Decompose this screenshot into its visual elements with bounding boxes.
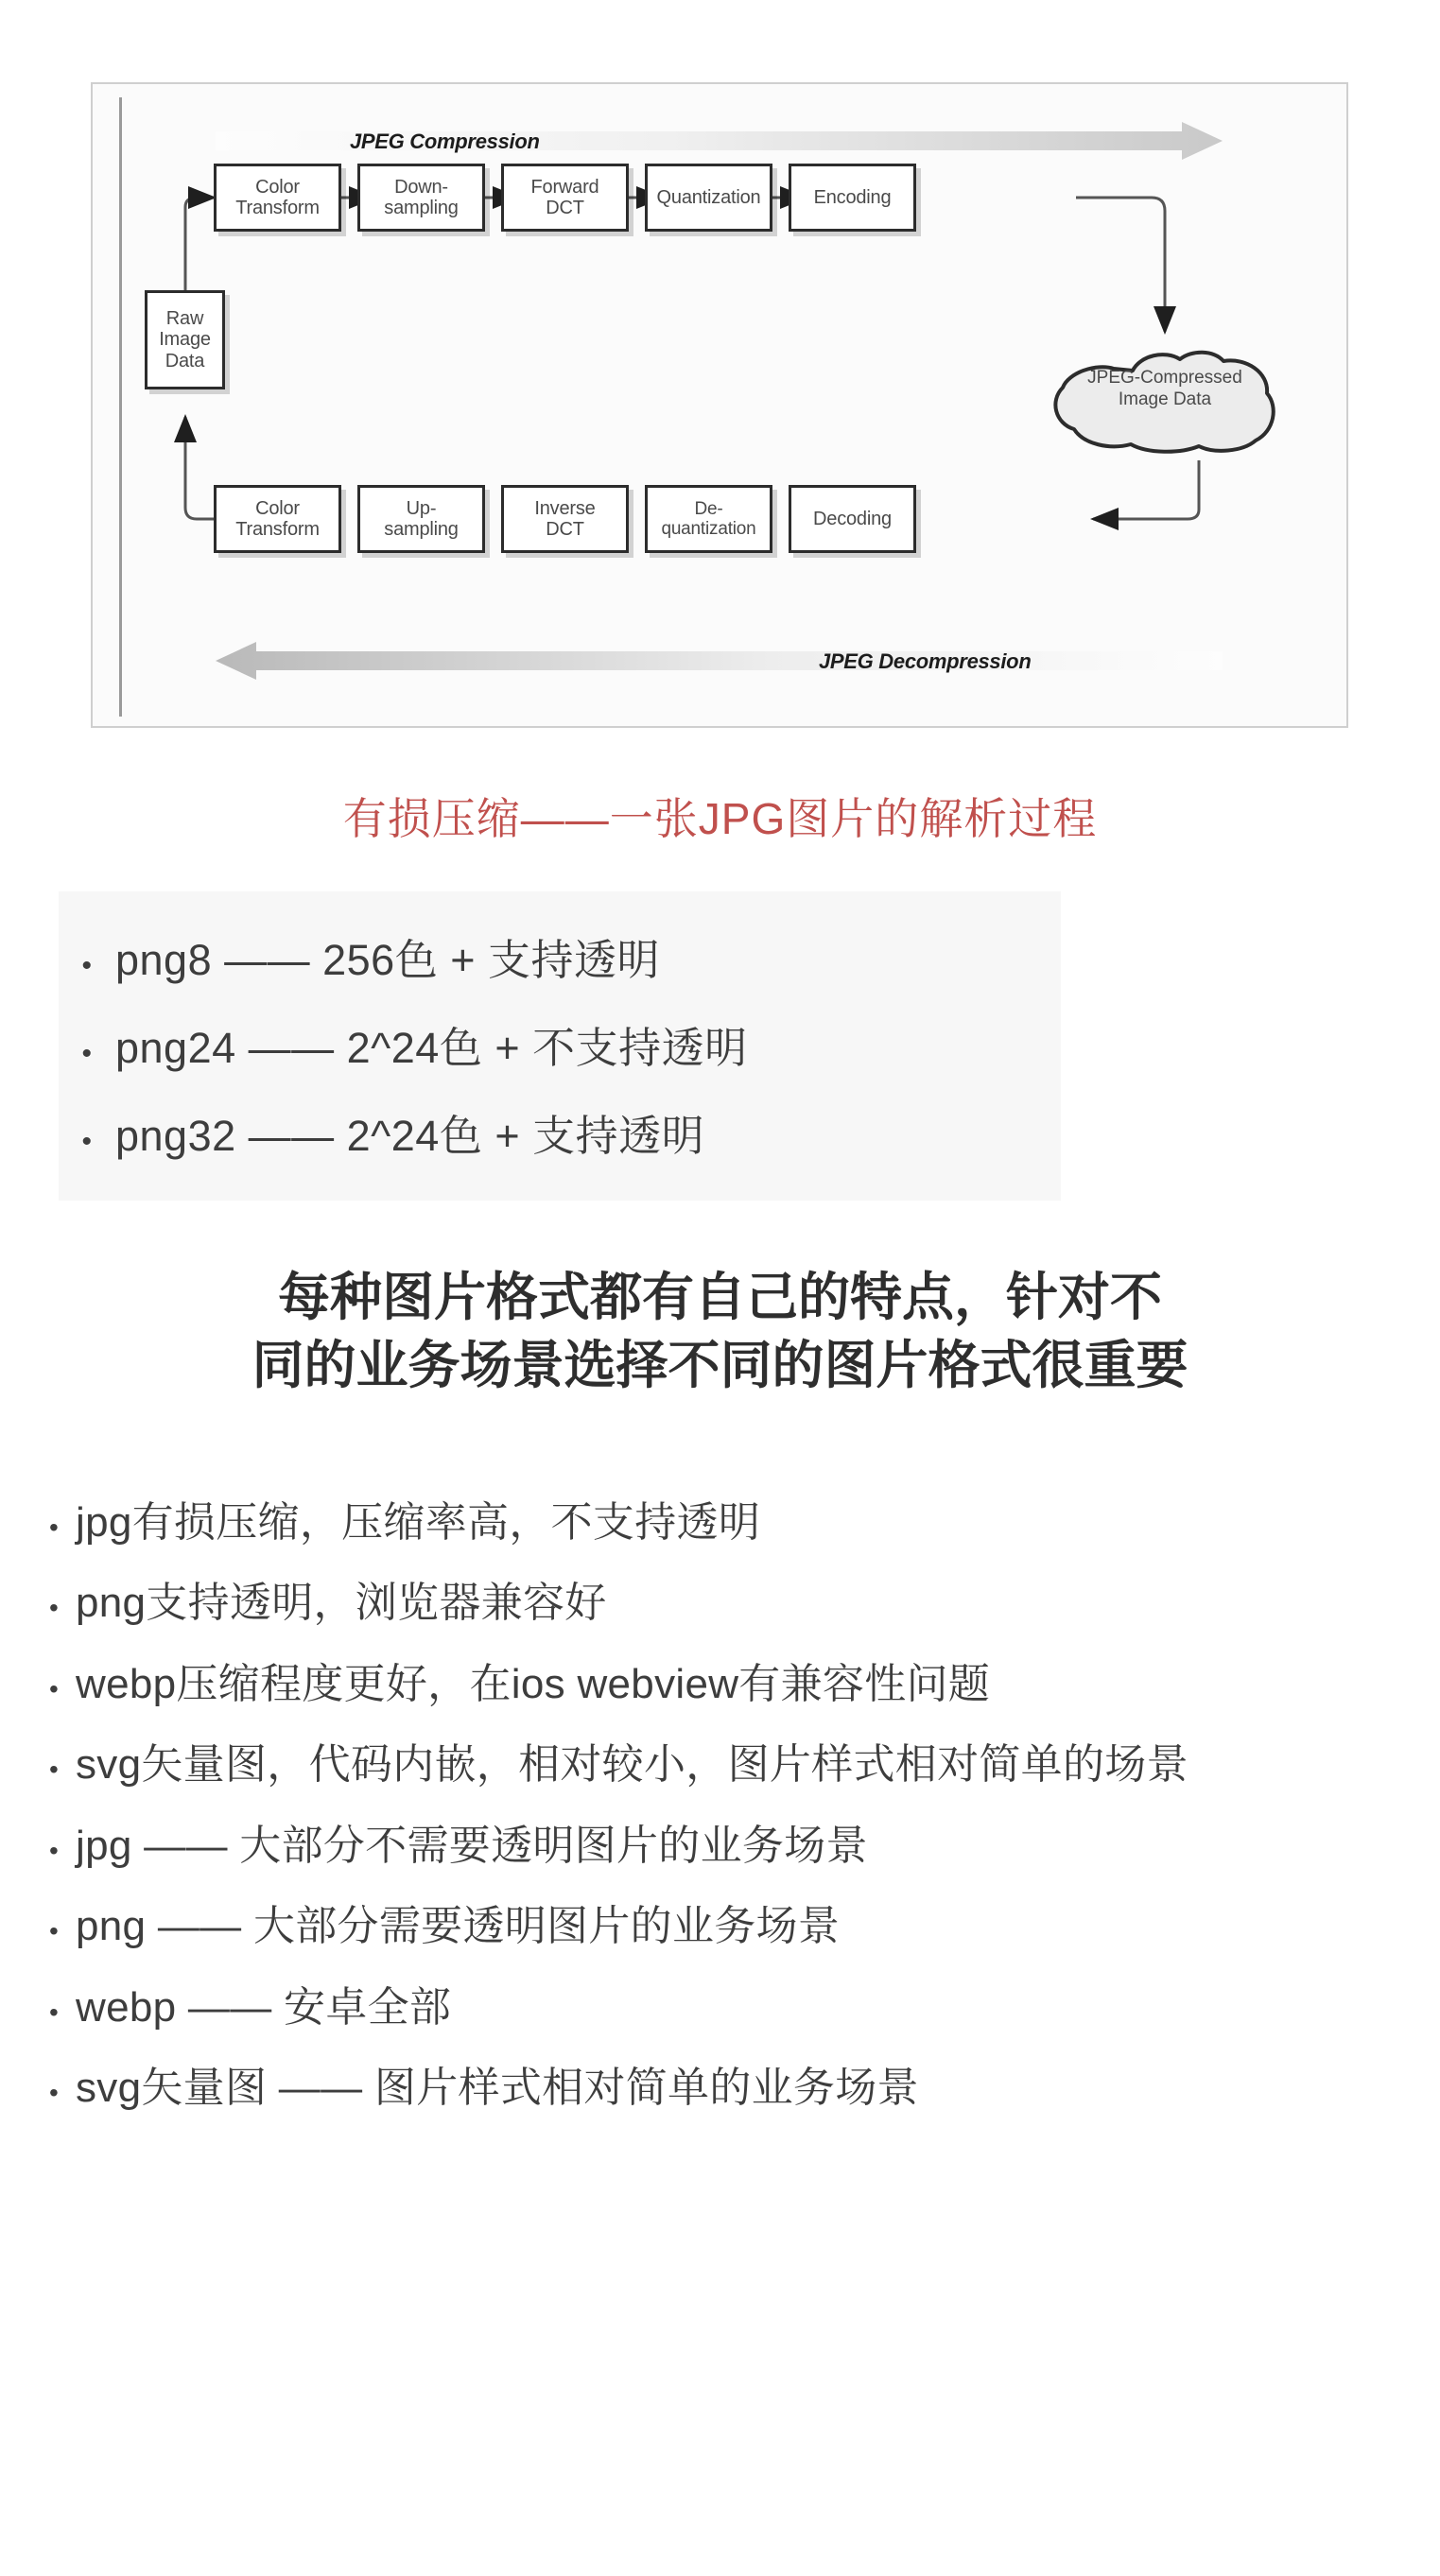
node-quantization (645, 164, 772, 232)
node-line: sampling (384, 198, 459, 218)
compression-banner-label: JPEG Compression (350, 130, 540, 153)
list-item (32, 1574, 1422, 1633)
node-raw-image-data (145, 290, 225, 389)
recommendation-text: jpg有损压缩，压缩率高，不支持透明 (76, 1499, 761, 1546)
bullet-icon: • (48, 1997, 60, 2027)
bullet-icon: • (81, 1126, 93, 1157)
list-item (59, 1000, 1061, 1088)
section-heading (38, 1264, 1402, 1399)
node-line: Quantization (656, 186, 761, 208)
bullet-icon: • (48, 1673, 60, 1703)
node-line: Color (255, 497, 300, 519)
jpeg-pipeline-figure (91, 82, 1348, 728)
node-up-sampling (357, 485, 485, 553)
decompression-banner-label: JPEG Decompression (819, 649, 1032, 673)
node-decoding (789, 485, 916, 553)
recommendation-text: webp压缩程度更好，在ios webview有兼容性问题 (76, 1660, 991, 1707)
node-line: Transform (235, 198, 320, 218)
figure-canvas (93, 84, 1346, 726)
list-item (32, 1736, 1422, 1794)
list-item (59, 1088, 1061, 1176)
node-line: De- (694, 498, 723, 519)
node-line: Up- (406, 497, 437, 519)
heading-line-2: 同的业务场景选择不同的图片格式很重要 (252, 1335, 1188, 1394)
bullet-icon: • (48, 1593, 60, 1623)
node-encoding (789, 164, 916, 232)
node-line: Data (165, 350, 205, 372)
bullet-icon: • (48, 1513, 60, 1542)
bullet-icon: • (48, 1755, 60, 1785)
heading-line-1: 每种图片格式都有自己的特点，针对不 (277, 1268, 1162, 1326)
png-format-text: png32 —— 2^24色 + 支持透明 (115, 1112, 705, 1160)
list-item (32, 1817, 1422, 1876)
bullet-icon: • (81, 950, 93, 981)
bullet-icon: • (48, 1835, 60, 1865)
node-line: DCT (546, 198, 584, 218)
node-line: Raw (165, 307, 204, 329)
list-item (32, 1494, 1422, 1552)
bullet-icon: • (48, 1916, 60, 1946)
node-line: Inverse (534, 497, 596, 519)
recommendation-text: svg矢量图，代码内嵌，相对较小，图片样式相对简单的场景 (76, 1741, 1188, 1789)
node-line: Image (159, 329, 211, 351)
list-item (59, 912, 1061, 1000)
cloud-line: JPEG-Compressed (1087, 368, 1242, 388)
cloud-line: Image Data (1118, 389, 1212, 409)
bullet-icon: • (48, 2078, 60, 2108)
recommendation-text: png —— 大部分需要透明图片的业务场景 (76, 1903, 841, 1950)
node-color-transform-bottom (214, 485, 341, 553)
list-item (32, 1979, 1422, 2037)
node-forward-dct (501, 164, 629, 232)
node-down-sampling (357, 164, 485, 232)
recommendation-text: png支持透明，浏览器兼容好 (76, 1580, 607, 1627)
bullet-icon: • (81, 1038, 93, 1069)
node-line: Transform (235, 519, 320, 540)
png-format-list (59, 891, 1061, 1201)
node-line: DCT (546, 519, 584, 540)
node-line: Decoding (813, 508, 892, 529)
recommendation-text: jpg —— 大部分不需要透明图片的业务场景 (76, 1822, 868, 1869)
node-inverse-dct (501, 485, 629, 553)
png-format-text: png24 —— 2^24色 + 不支持透明 (115, 1024, 748, 1072)
node-line: Encoding (813, 186, 892, 208)
list-item (32, 1655, 1422, 1714)
list-item (32, 1897, 1422, 1956)
node-line: Color (255, 176, 300, 198)
node-de-quantization (645, 485, 772, 553)
node-line: quantization (661, 519, 756, 539)
figure-caption: 有损压缩——一张JPG图片的解析过程 (342, 794, 1098, 843)
node-line: Forward (530, 176, 599, 198)
png-format-text: png8 —— 256色 + 支持透明 (115, 936, 660, 984)
list-item (32, 2059, 1422, 2118)
cloud-label (1048, 368, 1282, 411)
recommendation-text: webp —— 安卓全部 (76, 1983, 452, 2031)
recommendation-list (32, 1494, 1422, 2140)
node-line: sampling (384, 519, 459, 540)
recommendation-text: svg矢量图 —— 图片样式相对简单的业务场景 (76, 2065, 919, 2112)
node-line: Down- (394, 176, 448, 198)
node-color-transform-top (214, 164, 341, 232)
